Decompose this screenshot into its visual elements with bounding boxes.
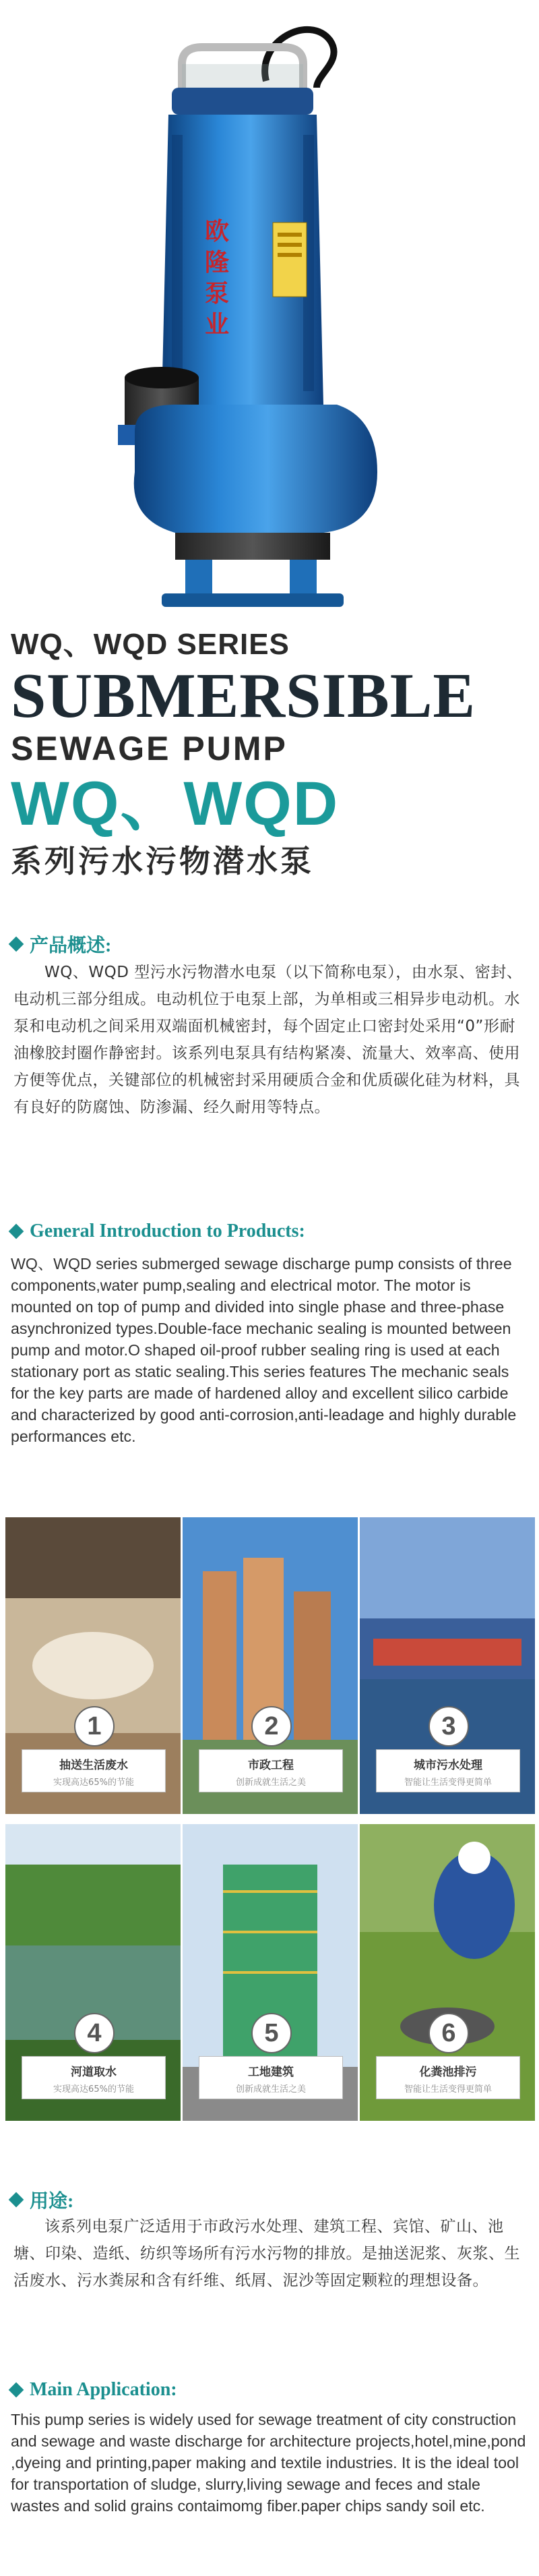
- diamond-bullet-icon: [9, 2382, 24, 2398]
- card-label: [199, 2056, 343, 2099]
- diamond-bullet-icon: [9, 2192, 24, 2208]
- card-label: [376, 2056, 520, 2099]
- card-subtitle: 智能让生活变得更简单: [404, 2084, 492, 2095]
- card-number: 3: [429, 1706, 469, 1747]
- general-intro-heading-text: General Introduction to Products:: [30, 1221, 305, 1241]
- card-number: 4: [74, 2013, 115, 2053]
- application-grid: [5, 1517, 535, 2124]
- series-title: WQ、WQD SERIES: [11, 628, 290, 661]
- card-label: [22, 2056, 166, 2099]
- brand-char: 业: [204, 310, 229, 339]
- diamond-bullet-icon: [9, 1224, 24, 1239]
- card-subtitle: 实现高达65%的节能: [53, 1778, 134, 1788]
- pump-illustration: [0, 0, 539, 620]
- subtitle: SEWAGE PUMP: [11, 730, 288, 767]
- usage-heading: [11, 2186, 73, 2213]
- main-application-text: This pump series is widely used for sewage treatment of city construction and sewage and waste discharge for architecture projects,hotel,mine,pond ,dyeing and printing,paper making and textile industries. It is the ideal tool for transportation of sludge, slurry,living sewage and feces and stale wastes and solid grains contaimomg fiber.paper chips sandy soil etc.: [11, 2411, 526, 2515]
- card-number: 1: [74, 1706, 115, 1747]
- app-card-2: [183, 1517, 358, 1814]
- general-intro-text: WQ、WQD series submerged sewage discharge pump consists of three components,water pump,sealing and electrical motor. The motor is mounted on top of pump and divided into single phase and three-phase asynchronized types.Double-face mechanic sealing is mounted between pump and motor.O shaped oil-proof rubber sealing ring is used at each stationary port as static sealing.This series features The mechanic seals for the key parts are made of hardened alloy and excellent silico carbide and characterized by good anti-corrosion,anti-leadage and highly durable performances etc.: [11, 1255, 517, 1445]
- overview-heading-text: 产品概述:: [30, 935, 112, 956]
- app-card-3: [360, 1517, 535, 1814]
- title-block: [11, 627, 536, 882]
- app-card-6: [360, 1824, 535, 2121]
- card-title: 抽送生活废水: [59, 1759, 128, 1772]
- main-title: SUBMERSIBLE: [11, 661, 476, 731]
- card-title: 城市污水处理: [414, 1759, 482, 1772]
- usage-text: 该系列电泵广泛适用于市政污水处理、建筑工程、宾馆、矿山、池塘、印染、造纸、纺织等场所有污水污物的排放。是抽送泥浆、灰浆、生活废水、污水粪尿和含有纤维、纸屑、泥沙等固定颗粒的理想设备。: [13, 2218, 520, 2289]
- card-label: [199, 1749, 343, 1792]
- brand-char: 隆: [204, 248, 229, 276]
- card-number: 2: [251, 1706, 292, 1747]
- card-title: 化粪池排污: [419, 2066, 477, 2079]
- card-title: 河道取水: [71, 2066, 117, 2079]
- card-number: 5: [251, 2013, 292, 2053]
- overview-text: WQ、WQD 型污水污物潜水电泵（以下简称电泵），由水泵、密封、电动机三部分组成。电动机位于电泵上部，为单相或三相异步电动机。水泵和电动机之间采用双端面机械密封，每个固定止口密封处采用“0”形耐油橡胶封圈作静密封。该系列电泵具有结构紧凑、流量大、效率高、使用方便等优点，关键部位的机械密封采用硬质合金和优质碳化硅为材料，具有良好的防腐蚀、防渗漏、经久耐用等特点。: [13, 964, 523, 1116]
- card-title: 工地建筑: [248, 2066, 294, 2079]
- card-number: 6: [429, 2013, 469, 2053]
- main-application-heading: [11, 2379, 177, 2401]
- general-intro-heading: [11, 1221, 305, 1242]
- card-subtitle: 实现高达65%的节能: [53, 2084, 134, 2095]
- main-application-heading-text: Main Application:: [30, 2379, 177, 2400]
- brand-char: 欧: [204, 217, 229, 245]
- card-label: [22, 1749, 166, 1792]
- brand-char: 泵: [204, 279, 229, 308]
- card-title: 市政工程: [248, 1759, 294, 1772]
- chinese-title: 系列污水污物潜水泵: [11, 843, 314, 879]
- pump-hero: [0, 0, 539, 620]
- card-subtitle: 创新成就生活之美: [235, 2084, 306, 2095]
- card-subtitle: 智能让生活变得更简单: [404, 1778, 492, 1788]
- card-subtitle: 创新成就生活之美: [235, 1778, 306, 1788]
- app-card-1: [5, 1517, 181, 1814]
- diamond-bullet-icon: [9, 937, 24, 952]
- app-card-5: [183, 1824, 358, 2121]
- usage-heading-text: 用途:: [30, 2191, 74, 2212]
- model-title: WQ、WQD: [11, 769, 340, 838]
- app-card-4: [5, 1824, 181, 2121]
- card-label: [376, 1749, 520, 1792]
- overview-heading: [11, 931, 111, 958]
- brand-lettering: [202, 216, 232, 340]
